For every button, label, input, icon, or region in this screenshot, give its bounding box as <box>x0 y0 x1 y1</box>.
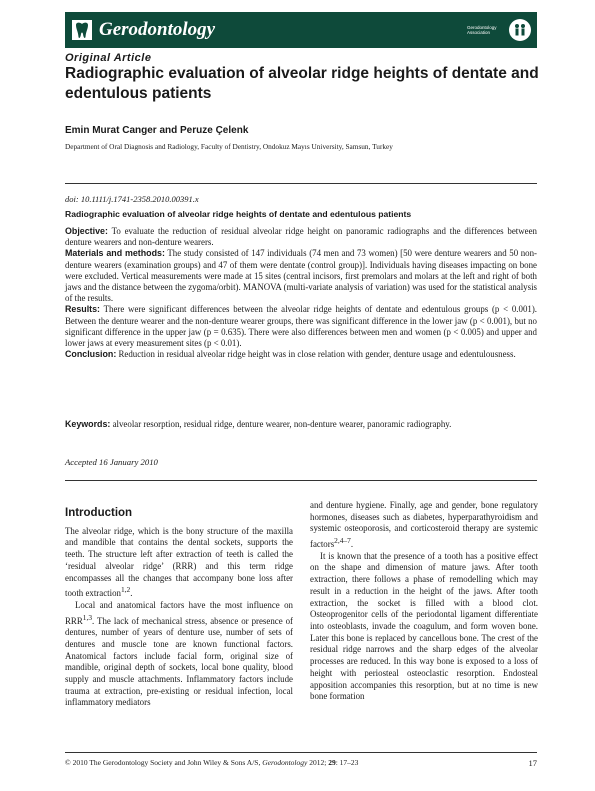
footer-pages: : 17–23 <box>335 758 359 767</box>
journal-name: Gerodontology <box>99 19 216 40</box>
body-column-left <box>65 508 293 709</box>
authors: Emin Murat Canger and Peruze Çelenk <box>65 125 249 136</box>
divider-top <box>65 183 537 184</box>
affiliation: Department of Oral Diagnosis and Radiology, Faculty of Dentistry, Ondokuz Mayıs University, Samsun, Turkey <box>65 142 393 151</box>
body-column-right <box>310 500 538 703</box>
copyright-line <box>65 758 358 768</box>
association-logos <box>467 19 531 41</box>
abstract-objective <box>65 226 537 248</box>
results-text: There were significant differences between the alveolar ridge heights of dentate and edentulous groups (p < 0.001). Between the denture wearer and the non-denture wearer groups, there was significant difference in the lower jaw (p < 0.001), but no significant difference in the upper jaw (p = 0.635). There were also differences between men and women (p < 0.005) and upper and lower jaws at every measurement sites (p < 0.01). <box>65 304 538 349</box>
section-heading-introduction: Introduction <box>65 507 133 519</box>
right-p1-text: and denture hygiene. Finally, age and gender, bone regulatory hormones, diseases such as diabetes, hyperparathyroidism and systemic osteoporosis, and corticosteroid therapy are systemic factors <box>310 500 538 550</box>
figures-seal-icon <box>509 19 531 41</box>
footer-year: 2012; <box>307 758 329 767</box>
article-title: Radiographic evaluation of alveolar ridge heights of dentate and edentulous patients <box>65 65 539 102</box>
conclusion-label: Conclusion: <box>65 349 117 360</box>
footer-divider <box>65 752 537 753</box>
page-number: 17 <box>528 758 537 768</box>
abstract-methods <box>65 248 537 304</box>
intro-p2-start: Local and anatomical factors have the most influence on RRR <box>65 599 293 626</box>
right-paragraph-2: It is known that the presence of a tooth has a positive effect on the shape and dimension of mature jaws. After tooth extraction, there follows a phase of remodelling which may result in a reduction in the height of the jaws. After tooth extraction, the socket is filled with a blood clot. Osteoprogenitor cells of the periodontal ligament differentiate into osteoblasts, invade the coagulum, and form woven bone. Later this bone is replaced by cancellous bone. The crest of the residual ridge narrows and the sharp edges of the alveolar processes are reduced. In this way bone is exposed to a loss of height with periosteal osteoclastic resorption. Endosteal apposition accompanies this resorption, but at no time is new bone formation <box>310 550 538 702</box>
page-footer <box>65 758 537 768</box>
doi-link[interactable]: doi: 10.1111/j.1741-2358.2010.00391.x <box>65 194 199 204</box>
objective-text: To evaluate the reduction of residual alveolar ridge height on panoramic radiographs and the differences between denture wearers and non-denture wearers. <box>65 226 537 248</box>
intro-paragraph-2 <box>65 600 293 709</box>
keywords-text: alveolar resorption, residual ridge, denture wearer, non-denture wearer, panoramic radiography. <box>112 419 452 429</box>
accepted-date: Accepted 16 January 2010 <box>65 457 158 467</box>
intro-paragraph-1 <box>65 526 293 600</box>
conclusion-text: Reduction in residual alveolar ridge height was in close relation with gender, denture usage and edentulousness. <box>118 349 516 360</box>
methods-text: The study consisted of 147 individuals (74 men and 73 women) [50 were denture wearers and 50 non-denture wearers (examination groups) and 47 of them were dentate (control group)]. Individuals having diseases impacting on bone were excluded. Vertical measurements were made at 15 sites (central incisors, first premolars and molars at the left and right of both jaws and the distance between the zygoma/orbit). MANOVA (multi-variate analysis of variation) was used for the statistical analysis of the results. <box>65 248 538 304</box>
intro-p2-rest: . The lack of mechanical stress, absence or presence of dentures, number of years of denture use, number of sets of dentures and muscle tone are known functional factors. Anatomical factors include facial form, original size of mandible, original depth of sockets, local bone quality, blood supply and muscle attachments. Inflammatory factors include trauma at extraction, pre-existing or residual infection, local inflammatory mediators <box>65 615 293 708</box>
keywords <box>65 419 537 430</box>
abstract-title: Radiographic evaluation of alveolar ridge heights of dentate and edentulous patients <box>65 209 412 219</box>
abstract-results <box>65 304 537 349</box>
results-label: Results: <box>65 304 101 315</box>
citation-ref[interactable]: 1,3 <box>82 612 93 622</box>
abstract <box>65 226 537 360</box>
journal-banner <box>65 12 537 48</box>
objective-label: Objective: <box>65 226 108 236</box>
footer-volume: 29 <box>328 758 336 767</box>
intro-p1-end: . <box>130 588 133 599</box>
footer-journal: Gerodontology <box>262 758 308 767</box>
abstract-conclusion <box>65 349 537 360</box>
tooth-logo-icon <box>69 17 95 43</box>
methods-label: Materials and methods: <box>65 248 165 259</box>
copyright-start: © 2010 The Gerodontology Society and John Wiley & Sons A/S, <box>65 758 263 767</box>
citation-ref[interactable]: 2,4–7 <box>334 536 351 546</box>
keywords-label: Keywords: <box>65 419 111 429</box>
association-text: Gerodontology Association <box>467 25 497 35</box>
divider-mid <box>65 480 537 481</box>
article-type: Original Article <box>65 52 152 64</box>
right-paragraph-1 <box>310 500 538 551</box>
intro-p1-text: The alveolar ridge, which is the bony structure of the maxilla and mandible that contains the dental sockets, supports the teeth. The structure left after extraction of teeth is called the ‘residual alveolar ridge’ (RRR) and this term ridge encompasses all the changes that accompany bone loss after tooth extraction <box>65 525 293 599</box>
citation-ref[interactable]: 1,2 <box>120 585 131 595</box>
right-p1-end: . <box>350 539 354 550</box>
